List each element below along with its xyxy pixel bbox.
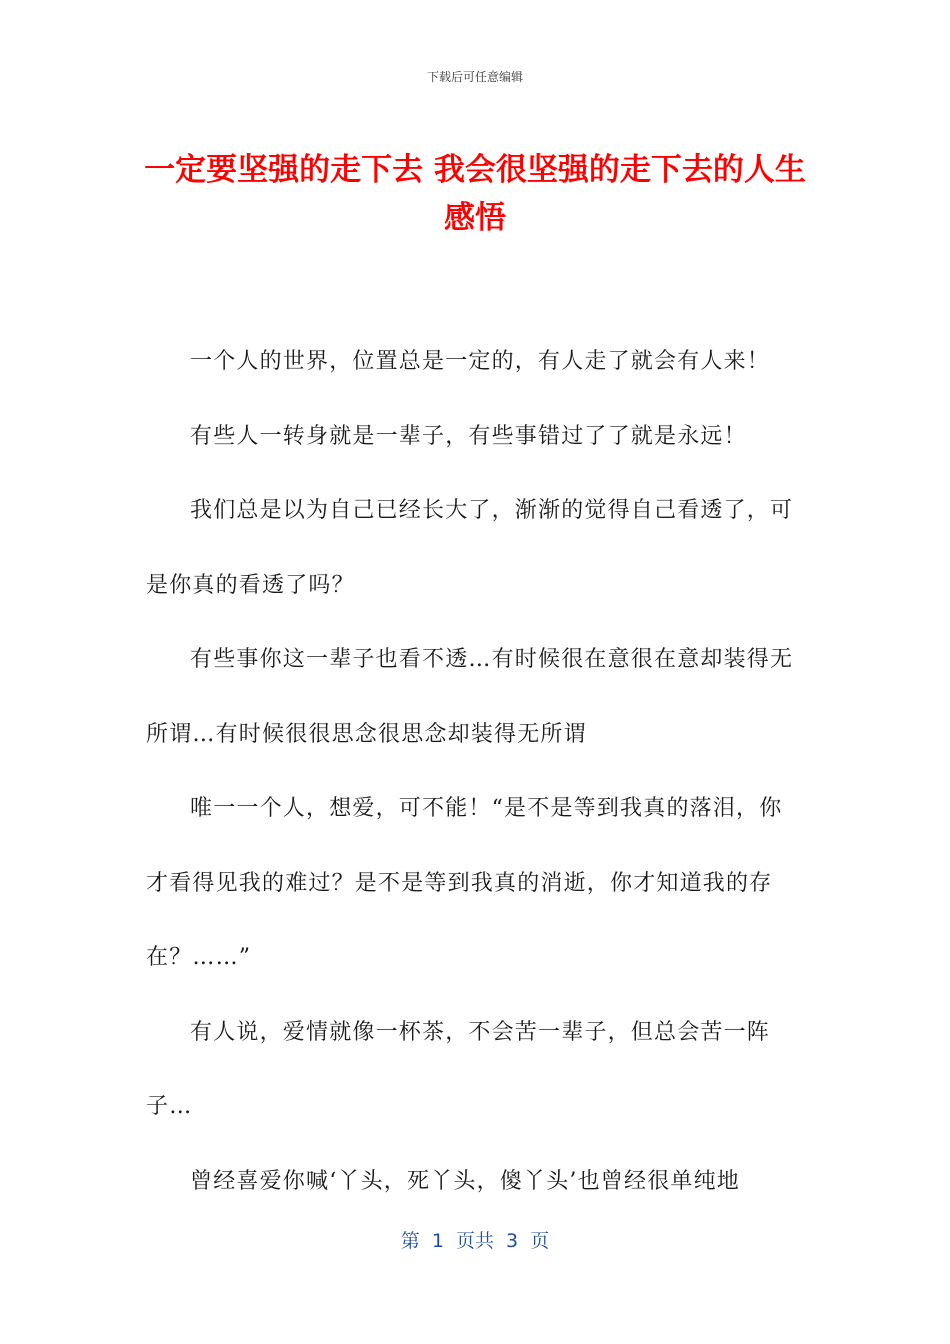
paragraph-6: 有人说，爱情就像一杯茶，不会苦一辈子，但总会苦一阵子… — [146, 1019, 771, 1119]
paragraph-4: 有些事你这一辈子也看不透…有时候很在意很在意却装得无所谓…有时候很很思念很思念却装得无所谓 — [146, 647, 794, 747]
paragraph-2: 有些人一转身就是一辈子，有些事错过了了就是永远！ — [190, 423, 747, 449]
footer-middle: 页共 — [455, 1230, 494, 1252]
footer-prefix: 第 — [400, 1230, 420, 1252]
paragraph-1: 一个人的世界，位置总是一定的，有人走了就会有人来！ — [190, 349, 771, 374]
page-footer — [0, 1226, 950, 1253]
footer-suffix: 页 — [530, 1230, 550, 1252]
paragraph-7: 曾经喜爱你喊‘丫头，死丫头，傻丫头’也曾经很单纯地 — [190, 1168, 740, 1194]
header-note: 下载后可任意编辑 — [426, 70, 523, 84]
footer-page-number: 1 — [431, 1230, 444, 1252]
paragraph-3: 我们总是以为自己已经长大了，渐渐的觉得自己看透了，可是你真的看透了吗？ — [146, 498, 794, 598]
document-title: 一定要坚强的走下去 我会很坚强的走下去的人生感悟 — [144, 152, 806, 236]
document-body — [146, 325, 794, 1219]
footer-total-pages: 3 — [506, 1230, 519, 1252]
paragraph-5: 唯一一个人，想爱，可不能！“是不是等到我真的落泪，你才看得见我的难过？是不是等到我真的消逝，你才知道我的存在？……” — [146, 796, 783, 970]
